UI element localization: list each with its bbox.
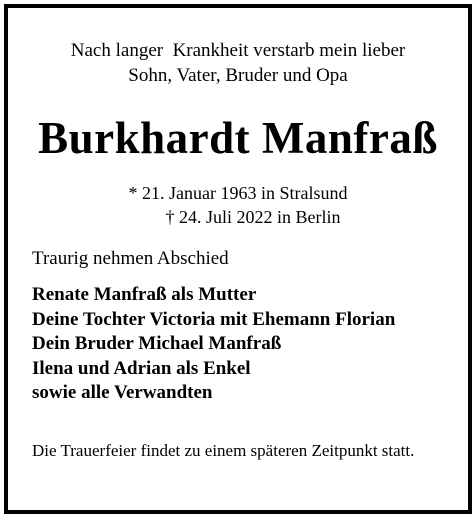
relative-brother: Dein Bruder Michael Manfraß (32, 333, 282, 354)
intro-line-1: Nach langer Krankheit verstarb mein lieber (70, 40, 406, 61)
life-dates (8, 181, 468, 229)
relative-mother: Renate Manfraß als Mutter (32, 284, 257, 305)
intro-line-2: Sohn, Vater, Bruder und Opa (128, 65, 348, 86)
deceased-name: Burkhardt Manfraß (38, 113, 438, 163)
birth-date: * 21. Januar 1963 in Stralsund (128, 183, 348, 203)
relatives-list (32, 283, 395, 406)
funeral-note: Die Trauerfeier findet zu einem späteren Zeitpunkt statt. (32, 441, 415, 460)
relative-grandchildren: Ilena und Adrian als Enkel (32, 357, 251, 379)
death-date: † 24. Juli 2022 in Berlin (165, 207, 341, 227)
mourning-line: Traurig nehmen Abschied (32, 248, 229, 269)
intro-text (8, 38, 468, 88)
relative-daughter: Deine Tochter Victoria mit Ehemann Florian (32, 308, 396, 330)
obituary-frame (4, 4, 472, 514)
relative-others: sowie alle Verwandten (32, 382, 213, 403)
